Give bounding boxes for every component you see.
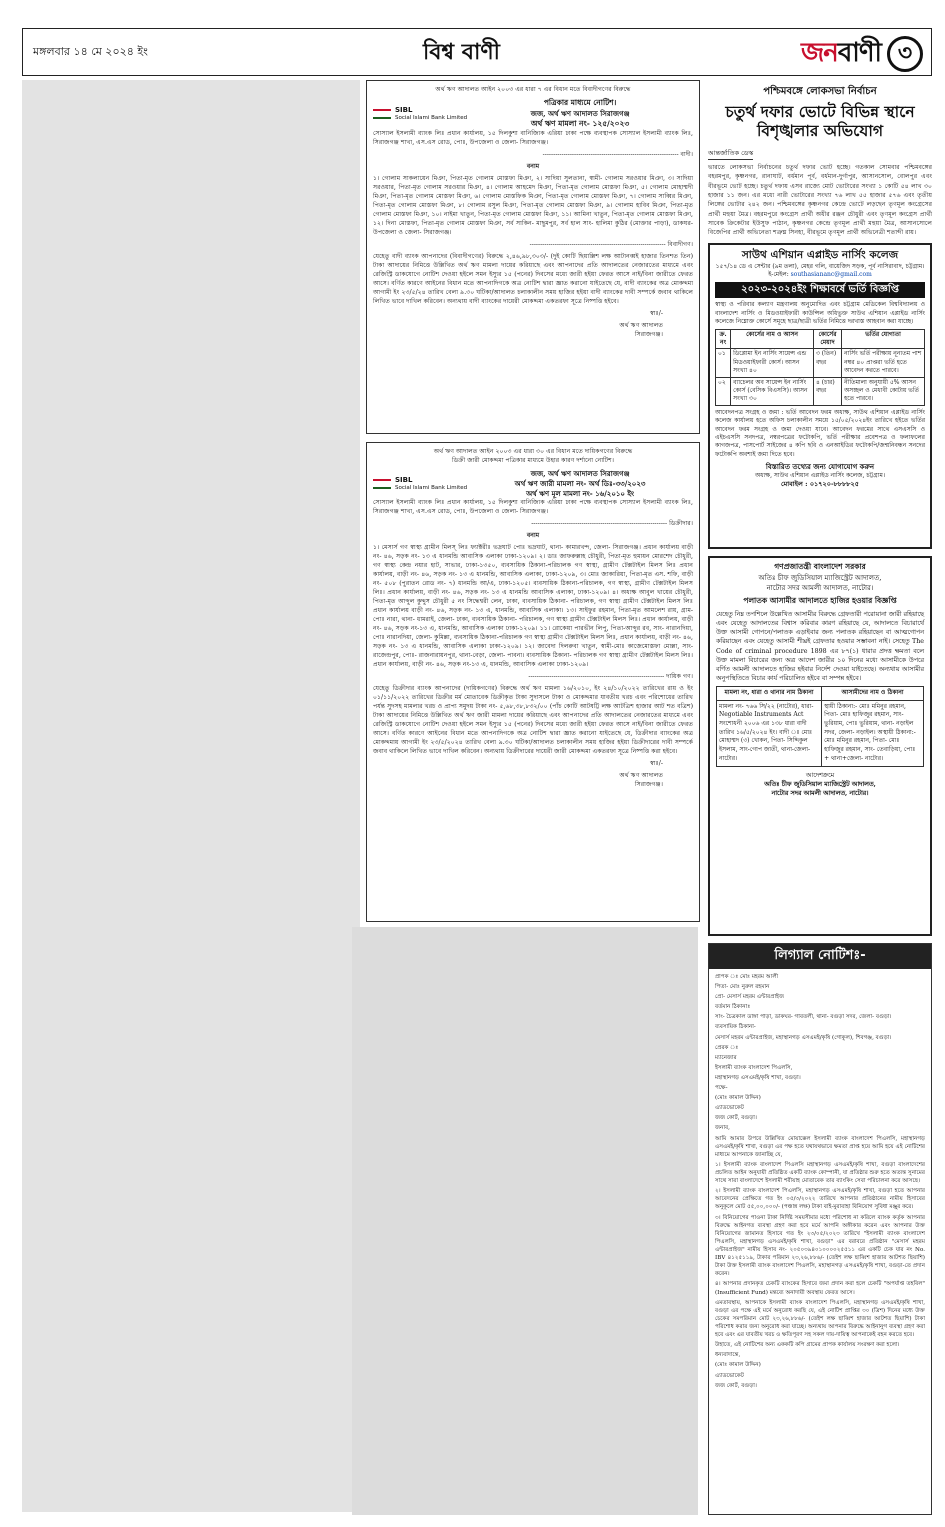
section-title: বিশ্ব বাণী: [423, 40, 500, 65]
notice1-case-no: অর্থ ঋণ মামলা নং- ১২৫/২০২৩: [530, 119, 630, 128]
nursing-email-label: ই-মেইল:: [768, 271, 791, 279]
legal-notice-header: লিগ্যাল নোটিশঃ-: [709, 944, 931, 969]
legal-paragraph: ধন্যবাদান্তে,: [715, 1352, 741, 1359]
table-cell: ব্যাচেলর অব সায়েন্স ইন নার্সিং কোর্স (বেসিক বিএসসি)। আসন সংখ্যা ৩০: [731, 377, 814, 405]
notice1-sign-mark: স্বাঃ/-: [649, 309, 663, 317]
table-header: মামলা নং, ধারা ও থানার নাম ঠিকানা: [717, 687, 822, 701]
legal-paragraph: আমি আমার উপরে উল্লিখিত মোয়াক্কেল ইসলামী ব্যাংক বাংলাদেশ পিএলসি, মহাস্থানগড় এসএমই/কৃষি শাখা, বগুড়া এর পক্ষ হতে যথাযথভাবে ক্ষমতা প্রাপ্ত হয়ে আমি হয়ে এই নোটিশের মাধ্যমে আপনাকে জানাচ্ছি যে,: [715, 1135, 925, 1158]
notice2-case-no-2: অর্থ ঋণ মূল মামলা নং- ১৬/২০১০ ইং: [526, 489, 635, 499]
notice2-plaintiff: সোস্যাল ইসলামী ব্যাংক লিঃ প্রধান কার্যালয়, ১৫ দিলকুশা বানিজ্যিক এরিয়া ঢাকা পক্ষে ব্যবস্থাপক সোস্যাল ইসলামী ব্যাংক লিঃ, সিরাজগঞ্জ শাখা, এস.এস রোড, পোঃ, উপজেলা ও জেলা- সিরাজগঞ্জ।: [373, 499, 693, 516]
legal-paragraph: প্রাপক ঃ মোঃ মহরম আলী: [715, 973, 779, 980]
sibl-abbr: SIBL: [395, 106, 413, 115]
legal-paragraph: ইসলামী ব্যাংক বাংলাদেশ পিএলসি,: [715, 1064, 793, 1071]
table-row: [716, 377, 925, 405]
court-name: অতিঃ চীফ জুডিসিয়াল ম্যাজিস্ট্রেট আদালত,: [758, 573, 882, 582]
page-number: ৩: [887, 36, 923, 72]
sibl-logo: [373, 107, 467, 121]
legal-paragraph: ৩। বিনিয়োগের পাওনা টাকা নির্দিষ্ট সময়সীমার মধ্যে পরিশোধ না করিলে ব্যাংক কর্তৃক আপনার বিরুদ্ধে আইনগত ব্যবস্থা গ্রহণ করা হবে মর্মে আপনি অঙ্গীকার করেন এবং আপনার উক্ত বিনিয়োগের জামানত হিসাবে গত ইং ২৩/০৫/২০২৩ তারিখে "ইসলামী ব্যাংক বাংলাদেশ পিএলসি, মহাস্থানগড় এসএমই/কৃষি শাখা, বগুড়া" এর বরাবরে প্রতিষ্ঠান "মেসার্স মহরম এন্টারপ্রাইজ" নামীয় হিসাব নং- ২০৫০৩৯৪০১০০০০২৫৫১১ এর একটি চেক যার নং No. IBV ৪১২৫১১৯, টাকার পরিমান ২৩,২৬,৮৮৬/- (তেইশ লক্ষ ছাব্বিশ হাজার আটশত ছিয়াশি) টাকা উক্ত ইসলামী ব্যাংক বাংলাদেশ পিএলসি, মহাস্থানগড় এসএমই/কৃষি শাখা, বগুড়া-তে প্রদান করেন।: [715, 1214, 925, 1278]
issue-date: মঙ্গলবার ১৪ মে ২০২৪ ইং: [33, 45, 148, 58]
nursing-intro: স্বাস্থ্য ও পরিবার কল্যাণ মন্ত্রণালয় অনুমোদিত এবং চট্টগ্রাম মেডিকেল বিশ্ববিদ্যালয় ও বাংলাদেশ নার্সিং ও মিডওয়াইফারী কাউন্সিল অধিভুক্ত সাউথ এশিয়ান এপ্লাইড নার্সিং কলেজে নিম্নোক্ত কোর্সে সমূহে ছাত্র/ছাত্রী ভর্তির নিমিত্তে দরখাস্ত আহবান করা যাচ্ছে।: [715, 301, 925, 326]
legal-paragraph: প্রেরক ঃ: [715, 1044, 739, 1051]
legal-paragraph: সাং- চৈত্রকাল ডাঙ্গা পাড়া, ডাকঘর- গাবতলী, থানা- বগুড়া সদর, জেলা- বগুড়া।: [715, 1014, 892, 1021]
notice1-body: যেহেতু বাদী ব্যাংক আপনাদের (বিবাদীগণের) বিরুদ্ধে ২,৪৬,৯৮,৩০৩/- (দুই কোটি ছিয়াল্লিশ লক্ষ আটানব্বই হাজার তিনশত তিন) টাকা আদায়ের নিমিত্তে উল্লিখিত অর্থ ঋণ মামলা দায়ের করিয়াছে এবং আপনাদের প্রতি আদালতের নেজারতের মাধ্যমে এবং রেজিস্ট্রি ডাকযোগে নোটিশ দেওয়া হইলে সমন ইস্যুর ১৫ (পনের) দিবসের মধ্যে জারী হইয়া ফেরত আসে নাই/বিনা জারীতে ফেরত আসে। বর্ণিত কারণে আইনের বিধান মতে আপনাদিগকে অত্র নোটিশ দ্বারা জ্ঞাত করানো যাইতেছে যে, বাদী ব্যাংকের অত্র মোকদ্দমা আগামী ইং ২৩/৫/২৪ তারিখ বেলা ৯.৩০ ঘটিকা/আদালত চলাকালীন সময় হাজির হইয়া বাদী ব্যাংকের দাবী সম্পর্কে জবাব থাকিলে লিখিত ভাবে দাখিল করিবেন। অন্যথায় বাদী ব্যাংকের দায়েরী মোকদ্দমা একতরফা সূত্রে নিষ্পত্তি হইবে।: [373, 252, 693, 305]
table-cell: ০১: [716, 349, 731, 377]
table-header: কোর্সের নাম ও আসন: [731, 329, 814, 349]
court-sign-2: নাটোর সদর আমলী আদালত, নাটোর।: [771, 789, 869, 797]
legal-notice-body: [709, 969, 931, 1396]
court-sign-label: আদেশক্রমে: [805, 771, 835, 779]
blank-ad-area-left: [22, 80, 360, 1512]
notice1-plaintiff-label: ----------------------------------------------------------------- বাদী।: [542, 150, 693, 158]
court-notice-1: [366, 80, 700, 434]
legal-paragraph: মেসার্স মহরম এন্টারপ্রাইজ, মহাস্থানগড় এসএমই/কৃষি (গোকুল), শিবগঞ্জ, বগুড়া।: [715, 1034, 892, 1041]
legal-paragraph: জজ কোর্ট, বগুড়া।: [715, 1382, 757, 1389]
legal-notice: [708, 943, 932, 1515]
nursing-admission-ad: [708, 243, 932, 549]
sibl-name: Social Islami Bank Limited: [395, 114, 468, 121]
notice2-body: যেহেতু ডিক্রীদার ব্যাংক আপনাদের (দায়িকগণের) বিরুদ্ধে অর্থ ঋণ মামলা ১৬/২০১০, ইং ২৪/১০/২০২২ তারিখের রায় ও ইং ০১/১১/২০২২ তারিখের ডিক্রীর মর্ম মোতাবেক ডিক্রীকৃত টাকা সুদাসলে টাকা ও মোকদ্দমার যাবতীয় খরচ এবং পরিশোধের তারিখ পর্যন্ত সুদসহ মামলার খরচ ও প্রাপ্য সমুদয় টাকা নং- ৫,৬৮,৩৮,৮৩২/০০ (পাঁচ কোটি আটষট্টি লক্ষ আটত্রিশ হাজার আট শত বত্রিশ) টাকা আদায়ের নিমিত্তে উল্লিখিত অর্থ ঋণ জারী মামলা দায়ের করিয়াছে এবং আপনাদের প্রতি আদালতের নেজারতের মাধ্যমে এবং রেজিস্ট্রি ডাকযোগে নোটিশ দেওয়া হইলে সমন ইস্যুর ১৫ (পনের) দিবসের মধ্যে জারী হইয়া ফেরত আসে নাই/বিনা জারীতে ফেরত আসে। বর্ণিত কারণে আইনের বিধান মতে আপনাদিগকে অত্র নোটিশ দ্বারা জ্ঞাত করানো যাইতেছে যে, ডিক্রীদার ব্যাংকের অত্র মোকদ্দমায় আগামী ইং ২৩/৫/২০২৪ তারিখ বেলা ৯.৩০ ঘটিকা/আদালত চলাকালীন সময় হাজির হইয়া ডিক্রীদারের দাবী সম্পর্কে জবাব থাকিলে লিখিত ভাবে দাখিল করিবেন। অন্যথায় ডিক্রীদারের দায়েরী জারী মোকদ্দমা একতরফা সূত্রে নিষ্পত্তি করা হইবে।: [373, 685, 693, 755]
table-header: কোর্সের মেয়াদ: [813, 329, 841, 349]
court-body: যেহেতু নিম্ন তপশিলে উল্লেখিত আসামীর বিরুদ্ধে গ্রেফতারী পরোয়ানা জারী রহিয়াছে এবং যেহেতু আদালতের বিশ্বাস করিবার কারণ রহিয়াছে যে, আদালতে বিচারার্থে উক্ত আসামী গোপনে/পলাতক এড়াইবার জন্য পলাতক রহিয়াছেন বা আত্মগোপন করিয়াছেন এবং যেহেতু আসামী শীঘ্রই গ্রেফতার হওয়ার সম্ভাবনা নাই। সেহেতু The Code of criminal procedure 1898 এর ৮৭(১) ধারার প্রদত্ত ক্ষমতা বলে উক্ত মামলা বিচারের জন্য অত্র আদেশ জারীর ১০ দিনের মধ্যে আসামীকে উপরে বর্ণিত আমলী আদালতে হাজির হইবার নির্দেশ দেওয়া যাইতেছে। অন্যথায় আসামীর অনুপস্থিতিতে বিচার কার্য পরিচালিত হইবে বা সম্পন্ন হইবে।: [716, 611, 924, 682]
legal-paragraph: জজ কোর্ট, বগুড়া।: [715, 1115, 757, 1122]
sibl-abbr: SIBL: [395, 476, 413, 485]
table-cell: নীতিমালা অনুযায়ী ৫% আসন অসচ্ছল ও মেধাবী কোটায় ভর্তি হতে পারবে।: [842, 377, 925, 405]
notice2-defendants: ১। মেসার্স গণ স্বাস্থ্য গ্রামীন মিলস্ লিঃ ফ্যাক্টরীঃ ভদ্রঘাট পোঃ ভদ্রঘাট, থানা- কামারখন্দ, জেলা- সিরাজগঞ্জ। প্রধান কার্যালয় বাড়ী নং- ৪৬, সড়ক নং- ১৩ এ ধানমন্ডি আবাসিক এলাকা ঢাকা-১২০৯। ২। ডাঃ জাফরুল্লাহ চৌধুরী, পিতা-মৃত হুমায়ন মোরশেদ চৌধুরী, গণ স্বাস্থ্য কেন্দ্র নয়ার হাট, সাভার, ঢাকা-১৩৫০, ব্যবসায়িক ঠিকানা-পরিচালক গণ স্বাস্থ্য, গ্রামীণ টেক্সটাইল মিলস লিঃ প্রধান কার্যালয়, বাড়ী নং- ৪৬, সড়ক নং- ১৩ এ ধানমন্ডি, আবাসিক এলাকা, ঢাকা-১২০৯, ৩। মোঃ জাকারিয়া, পিতা-মৃত এস. শফি, বাড়ী নং- ৫০৮ (পুরাতন রোড নং- ৭) ধানমন্ডি আ/এ, ঢাকা-১২০৫। ব্যবসায়িক ঠিকানা-পরিচালক, গণ স্বাস্থ্য, গ্রামীণ টেক্সটাইল মিলস লিঃ। প্রধান কার্যালয়, বাড়ী নং- ৪৬, সড়ক নং- ১৩ এ ধানমন্ডি আবাসিক এলাকা, ঢাকা-১২০৯। ৪। অধ্যক্ষ আবুল খায়ের চৌধুরী, পিতা-মৃত আব্দুল কুদ্দুস চৌধুরী ৫ নং সিদ্ধেশ্বরী লেন, ঢাকা, ব্যবসায়িক ঠিকানা- পরিচালক, গণ স্বাস্থ্য গ্রামীণ টেক্সটাইল মিলস লিঃ প্রধান কার্যালয় বাড়ী নং- ৪৬, সড়ক নং- ১৩ এ, ধানমন্ডি, আবাসিক এলাকা। ১৩। সাইফুর রহমান, পিতা-মৃত আমলেশ রায়, গ্রাম- পোঃ নারা, থানা- ধামরাই, জেলা- ঢাকা, ব্যবসায়িক ঠিকানা- পরিচালক, গণ স্বাস্থ্য গ্রামীণ টেক্সটাইল মিলস লিঃ। প্রধান কার্যালয়, বাড়ী নং- ৪৬, সড়ক নং-১৩ এ, ধানমন্ডি, আবাসিক এলাকা ঢাকা-১২০৯। ১১। রোকেয়া পারভীন লিপু, পিতা-আব্দুর রব, সাং- নারানদিয়া, পোঃ নারানদিয়া, জেলা- কুমিল্লা, ব্যবসায়িক ঠিকানা-পরিচালক গণ স্বাস্থ্য গ্রামীণ টেক্সটাইল মিলস লিঃ, প্রধান কার্যালয়, বাড়ী নং- ৪৬, সড়ক নং- ১৩ এ ধানমন্ডি, আবাসিক এলাকা ঢাকা-১২০৯। ১২। জাবেদা দিলরুবা খাতুন, স্বামী-মোঃ কাজেমোস্তফা মোল্লা, সাং- রাজেন্দ্রপুর, পোঃ- রাজনারায়নপুর, থানা-বেড়া, জেলা- পাবনা। ব্যবসায়িক ঠিকানা- পরিচালক গণ স্বাস্থ্য গ্রামীণ টেক্সটাইল মিলস লিঃ। প্রধান কার্যালয়, বাড়ী নং- ৪৬, সড়ক নং-১৩ এ, ধানমন্ডি, আবাসিক এলাকা ঢাকা-১২০৯।: [373, 544, 693, 669]
table-cell: মামলা নং- ৭৬৬ সি/২২ (নাটোর), ধারা- Negotiable Instruments Act সংশোধনী ২০০৬ এর ১৩৮ ধারা বাদী তারিখ ১৬/৫/২০২৪ ইং। বাদী ঃ মোঃ মোহাম্মদ (৩) খোকন, পিতা- সিদ্দিকুল ইসলাম, সাং-গোপ জাতী, থানা-জেলা- নাটোর।: [717, 700, 822, 766]
table-header: ভর্তির যোগ্যতা: [842, 329, 925, 349]
blank-ad-area-center: [352, 927, 698, 1515]
legal-paragraph: বর্তমান ঠিকানাঃ: [715, 1004, 751, 1011]
notice2-court: জজ, অর্থ ঋণ আদালত সিরাজগঞ্জ: [530, 468, 630, 478]
nursing-email: southasiananc@gmail.com: [790, 271, 872, 279]
table-cell: ৩ (তিন) বছর: [813, 349, 841, 377]
table-cell: নার্সিং ভর্তি পরীক্ষায় নূন্যতম পাশ নম্বর ৪০ প্রাপ্তরা ভর্তি হতে আবেদন করতে পারবে।: [842, 349, 925, 377]
court-notice-2: [366, 442, 700, 922]
absconding-accused-notice: [708, 556, 932, 936]
legal-paragraph: ২। ইসলামী ব্যাংক বাংলাদেশ পিএলসি, মহাস্থানগড় এসএমই/কৃষি শাখা, বগুড়া হতে আপনার আবেদনের প্রেক্ষিতে গত ইং ০৫/৩/২০২২ তারিখে আপনার প্রতিষ্ঠানের নামীয় হিসাবের অনুকূলে মোট ৫৫,০০,০০০/- (পঞ্চান্ন লক্ষ) টাকা বাই-মুরাবাহা বিনিয়োগ সুবিধা মঞ্জুর করে।: [715, 1188, 925, 1211]
sibl-logo: [373, 477, 467, 491]
legal-paragraph: ম্যানেজার: [715, 1054, 737, 1061]
legal-paragraph: প্রো- মেসার্স মহরম এন্টারপ্রাইজ: [715, 994, 784, 1001]
notice2-plaintiff-label: ----------------------------------------------------------------- ডিক্রীদার।: [531, 520, 693, 528]
news-article: [708, 80, 932, 240]
legal-paragraph: ৪। আপনার প্রদানকৃত চেকটি ব্যাংকের হিসাবে জমা প্রদান করা হলে চেকটি "অপর্যাপ্ত তহবিল" (Insufficient Fund) মন্তব্যে অনাদায়ী অবস্থায় ফেরত আসে।: [715, 1281, 925, 1296]
legal-paragraph: (মোঃ কামাল উদ্দিন): [715, 1095, 761, 1102]
notice1-intro: অর্থ ঋণ আদালত আইন ২০০৩ এর ধারা ৭ এর বিধান মতে বিবাদীগণের বিরুদ্ধে: [435, 86, 631, 93]
notice2-intro-2: ডিক্রী জারী মোকদ্দমা পত্রিকার মাধ্যমে উহার কারণ দর্শানো নোটিশ।: [451, 456, 615, 464]
nursing-email-line: [715, 271, 925, 279]
nursing-title: সাউথ এশিয়ান এপ্লাইড নার্সিং কলেজ: [741, 249, 899, 261]
court-table: [716, 686, 924, 767]
nursing-address: ১৫৭/১৪ ডে এ সেন্টার (৯ম তলা), মেহর গলি, বায়েজিদ সড়ক, পূর্ব নাসিরাবাদ, চট্টগ্রাম।: [715, 262, 925, 270]
legal-paragraph: এ্যাডভোকেট: [715, 1372, 744, 1379]
notice2-versus: বনাম: [526, 532, 540, 540]
nursing-mobile: মোবাইল : ০১৭২০-৮৮৮৮২৫: [781, 480, 859, 489]
legal-paragraph: পিতা- মোঃ নুরুল রহমান: [715, 983, 770, 990]
news-body: ভারতে লোকসভা নির্বাচনের চতুর্থ দফার ভোট হচ্ছে। গতকাল সোমবার পশ্চিমবঙ্গের বহরমপুর, কৃষ্ণনগর, রানাঘাট, বর্ধমান পূর্ব, বর্ধমান-দুর্গাপুর, আসানসোল, বোলপুর এবং বীরভূমে ভোট হচ্ছে। চতুর্থ দফায় এসব রাজ্যে মোট ভোটারের সংখ্যা ১ কোটি ৫৪ লাখ ৩০ হাজার ১১ জন। এর মধ্যে নারী ভোটারের সংখ্যা ৭৬ লাখ ৫৫ হাজার ৫৭৬ এবং তৃতীয় লিঙ্গের ভোটার ২৪২ জন। পশ্চিমবঙ্গের কৃষ্ণনগর কেন্দ্রে ভোটে লড়ছেন তৃণমূল কংগ্রেসের প্রার্থী মহুয়া মৈত্র। বহরমপুরে কংগ্রেস প্রার্থী অধীর রঞ্জন চৌধুরী এবং তৃণমূল কংগ্রেস প্রার্থী সাবেক ক্রিকেটার ইউসুফ পাঠান, কৃষ্ণনগর কেন্দ্রে তৃণমূল প্রার্থী মহুয়া মৈত্র, আসানসোলে বিজেপির প্রার্থী অভিনেতা শত্রুঘ্ন সিনহা, বীরভূমে তৃণমূল প্রার্থী অভিনেত্রী শতাব্দী রায়।: [708, 164, 932, 237]
nursing-contact-label: বিস্তারিত তথ্যের জন্য যোগাযোগ করুন: [765, 462, 875, 472]
notice2-sign-1: অর্থ ঋণ আদালত: [619, 771, 663, 779]
notice1-defendants: ১। গোলাম সাকলায়েন মিঞা, পিতা-মৃত গোলাম মোস্তফা মিঞা, ২। সাদিয়া সুলতানা, স্বামী- গোলাম সরওয়ার মিঞা, ৩। সাদিয়া সরওয়ার, পিতা-মৃত গোলাম সরওয়ার মিঞা, ৪। গোলাম আহমেদ মিঞা, পিতা-মৃত গোলাম মোস্তফা মিঞা, ৫। গোলাম মোহাম্মদী মিঞা, পিতা-মৃত গোলাম মোস্তফা মিঞা, ৬। গোলাম মোস্তফিক মিঞা, পিতা-মৃত গোলাম মোস্তফা মিঞা, ৭। গোলাম সাব্বির মিঞা, পিতা-মৃত গোলাম মোস্তফা মিঞা, ৮। গোলাম রসুল মিঞা, পিতা-মৃত গোলাম মোস্তফা মিঞা, ৯। গোলাম হাবিব মিঞা, পিতা-মৃত গোলাম মোস্তফা মিঞা, ১০। নাইমা খাতুন, পিতা-মৃত গোলাম মোস্তফা মিঞা, ১১। আমিনা খাতুন, পিতা-মৃত গোলাম মোস্তফা মিঞা, ১২। দিনা মোস্তফা, পিতা-মৃত গোলাম মোস্তফা মিঞা, সর্ব সাকিন- মাছুমপুর, সর্ব হাল সাং- হালিমা কুঠির (মোক্তার পাড়া), ডাকঘর- উপজেলা ও জেলা- সিরাজগঞ্জ।: [373, 174, 693, 236]
nursing-details: আবেদনপত্র সংগ্রহ ও জমা : ভর্তি আবেদন ফরম অধ্যক্ষ, সাউথ এশিয়ান এপ্লাইড নার্সিং কলেজ কার্যালয় হতে অফিস চলাকালীন সময়ে ১৫/০৫/২০২৪ইং তারিখে হইতে ভর্তির আবেদন ফরম সংগ্রহ ও জমা দেওয়া যাবে। আবেদন ফরমের সাথে এসএসসি ও এইচএসসি সনদপত্র, নম্বরপত্রের ফটোকপি, ভর্তি পরীক্ষার প্রবেশপত্র ও ফলাফলের কাগজপত্র, পাসপোর্ট সাইজের ৪ কপি ছবি ও এনআইডির ফটোকপি/জন্মনিবন্ধন সনদের ফটোকপি অবশ্যই জমা দিতে হবে।: [715, 408, 925, 458]
legal-paragraph: মহাস্থানগড় এসএমই/কৃষি শাখা, বগুড়া।: [715, 1074, 801, 1081]
notice2-case-no-1: অর্থ ঋণ জারী মামলা নং- অর্থ ডিঃ-৩৩/২০২৩: [514, 479, 646, 489]
court-notice-title: পলাতক আসামীর আদালতে হাজির হওয়ার বিজ্ঞপ্তি: [743, 596, 897, 606]
notice2-sign-mark: স্বাঃ/-: [649, 759, 663, 767]
legal-paragraph: ১। ইসলামী ব্যাংক বাংলাদেশ পিএলসি মহাস্থানগড় এসএমই/কৃষি শাখা, বগুড়া বাংলাদেশের প্রচলিত আইন অনুযায়ী প্রতিষ্ঠিত একটি ব্যাংক কোম্পানী, যা প্রতিষ্ঠার শুরু হতে অত্যন্ত সুনামের সাথে সারা বাংলাদেশে ইসলামী শরীয়াহ মোতাবেক তার ব্যাংকিং সেবা পরিচালনা করে আসছে।: [715, 1161, 925, 1185]
notice2-intro-1: অর্থ ঋণ আদালত আইন ২০০৩ এর ধারা ৩০ এর বিধান মতে দায়িকগণের বিরুদ্ধে: [433, 448, 633, 455]
table-cell: ৪ (চার) বছর: [813, 377, 841, 405]
table-header: আসামীদের নাম ও ঠিকানা: [822, 687, 924, 701]
sibl-logo-icon: [373, 109, 391, 119]
table-header: ক্র. নং: [716, 329, 731, 349]
sibl-name: Social Islami Bank Limited: [395, 485, 468, 491]
newspaper-logo: [801, 32, 923, 76]
notice1-title: পত্রিকার মাধ্যমে নোটিশ।: [543, 97, 617, 107]
legal-paragraph: এ্যাডভোকেট: [715, 1105, 744, 1112]
court-name-2: নাটোর সদর আমলী আদালত, নাটোর।: [766, 584, 874, 593]
court-govt-title: গণপ্রজাতন্ত্রী বাংলাদেশ সরকার: [774, 562, 866, 571]
notice1-court: জজ, অর্থ ঋণ আদালত সিরাজগঞ্জ: [530, 108, 630, 118]
nursing-session-bar: ২০২৩-২০২৪ইং শিক্ষাবর্ষে ভর্তি বিজ্ঞপ্তি: [715, 282, 925, 298]
nursing-contact-name: অধ্যক্ষ, সাউথ এশিয়ান এপ্লাইড নার্সিং কলেজ, চট্টগ্রাম।: [754, 471, 886, 479]
table-row: [717, 700, 924, 766]
notice2-sign-2: সিরাজগঞ্জ।: [634, 780, 663, 788]
legal-paragraph: এমতাবস্থায়, আপনাকে ইসলামী ব্যাংক বাংলাদেশ পিএলসি, মহাস্থানগড় এসএমই/কৃষি শাখা, বগুড়া এর পক্ষে এই মর্মে অনুরোধ করছি যে, এই নোটিশ প্রাপ্তির ৩০ (ত্রিশ) দিনের মধ্যে উক্ত চেকের সমপরিমান মোট ২৩,২৬,৮৮৬/- (তেইশ লক্ষ ছাব্বিশ হাজার আটশত ছিয়াশি) টাকা পরিশোধ করার জন্য অনুরোধ করা যাচ্ছে। অন্যথায় আপনার বিরুদ্ধে আইনানুগ ব্যবস্থা গ্রহণ করা হবে এবং এর যাবতীয় খরচ ও ক্ষতিপূরণ সহ সকল দায়-দায়িত্ব আপনাকেই বহন করতে হবে।: [715, 1299, 925, 1339]
table-cell: স্থায়ী ঠিকানা:- মোঃ মমিনুর রহমান, পিতা- মোঃ হাফিজুর রহমান, সাং- ভুরিয়াম, পোঃ ভুরিয়াম, থানা- নড়াইল সদর, জেলা- নড়াইল। অস্থায়ী ঠিকানা:- মোঃ মমিনুর রহমান, পিতা- মোঃ হাফিজুর রহমান, সাং- তেবাড়িয়া, পোঃ + থানা+জেলা- নাটোর।: [822, 700, 924, 766]
logo-part-1: জন: [801, 38, 838, 68]
notice2-defendants-label: ----------------------------------------------------------------- দায়িক গণ।: [528, 673, 693, 681]
legal-paragraph: উহাতে, এই নোটিশের অন্য এককটি কপি গ্রামের প্রাপক কার্যালয় সংরক্ষণ করা হলো।: [715, 1342, 900, 1349]
notice1-plaintiff: সোস্যাল ইসলামী ব্যাংক লিঃ প্রধান কার্যালয়, ১৫ দিলকুশা বানিজ্যিক এরিয়া ঢাকা পক্ষে ব্যবস্থাপক সোস্যাল ইসলামী ব্যাংক লিঃ, সিরাজগঞ্জ শাখা, এস.এস রোড, পোঃ, উপজেলা ও জেলা- সিরাজগঞ্জ।: [373, 129, 693, 146]
legal-paragraph: ব্যবসায়িক ঠিকানা-: [715, 1024, 756, 1031]
notice1-sign-1: অর্থ ঋণ আদালত: [619, 321, 663, 329]
nursing-course-table: [715, 329, 925, 406]
logo-part-2: বাণী: [837, 38, 881, 68]
news-headline: চতুর্থ দফার ভোটে বিভিন্ন স্থানে বিশৃঙ্খলার অভিযোগ: [725, 103, 915, 140]
legal-paragraph: জনাব,: [715, 1125, 730, 1132]
news-kicker: পশ্চিমবঙ্গে লোকসভা নির্বাচন: [763, 86, 877, 97]
table-row: [716, 349, 925, 377]
court-sign-1: অতিঃ চীফ জুডিসিয়াল ম্যাজিস্ট্রেট আদালত,: [764, 780, 876, 788]
table-cell: ডিপ্লোমা ইন নার্সিং সায়েন্স এন্ড মিডওয়াইফারী কোর্স। আসন সংখ্যা ৪০: [731, 349, 814, 377]
notice1-defendants-label: ----------------------------------------------------------------- বিবাদীগণ।: [529, 240, 693, 248]
news-desk: আন্তর্জাতিক ডেস্ক: [708, 148, 753, 160]
notice1-versus: বনাম: [526, 162, 540, 170]
table-cell: ০২: [716, 377, 731, 405]
notice1-sign-2: সিরাজগঞ্জ।: [634, 330, 663, 338]
legal-paragraph: (মোঃ কামাল উদ্দিন): [715, 1362, 761, 1369]
masthead: [22, 28, 932, 76]
legal-paragraph: পক্ষে-: [715, 1085, 728, 1092]
sibl-logo-icon: [373, 479, 391, 489]
